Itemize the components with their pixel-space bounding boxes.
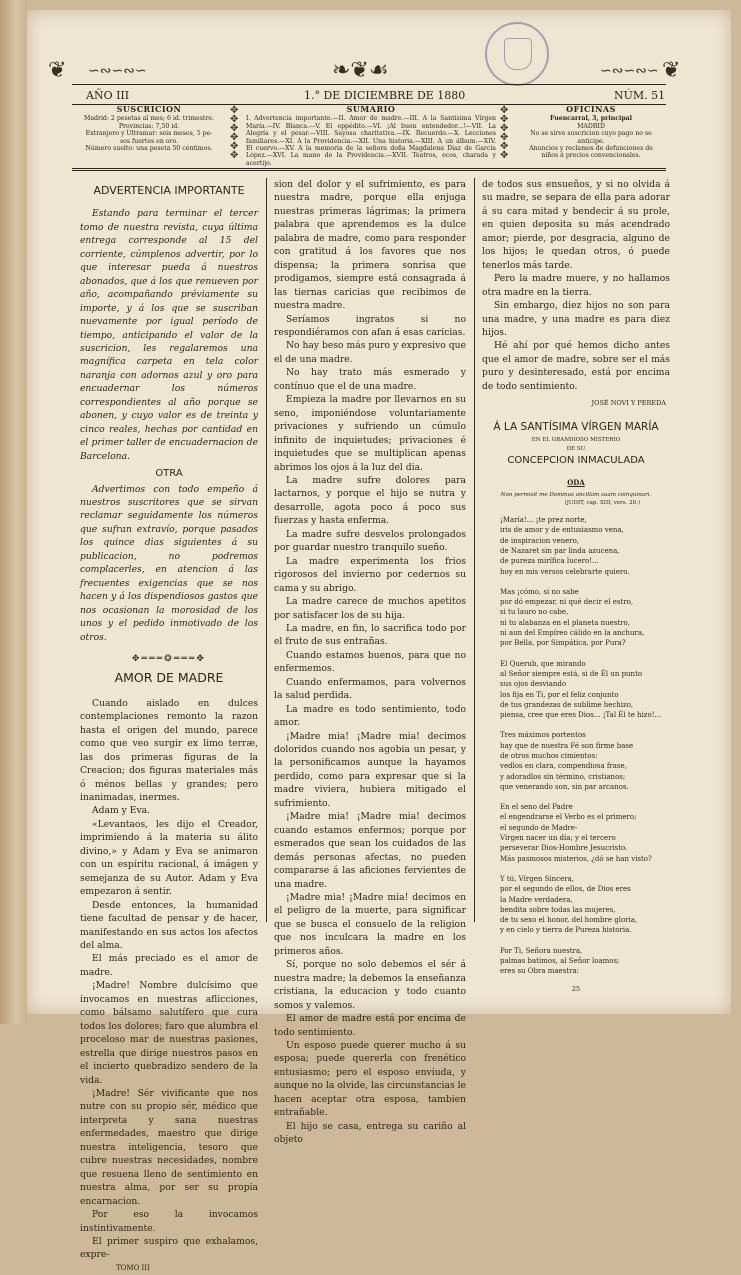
paragraph: Cuando enfermamos, para volvernos la salud perdida.	[274, 676, 466, 702]
amor-de-madre-heading: AMOR DE MADRE	[114, 670, 224, 686]
paragraph: La madre, en fin, lo sacrifica todo por el fruto de sus entrañas.	[274, 622, 466, 648]
sumario-title: SUMARIO	[346, 104, 396, 114]
stanza: Y tú, Vírgen Sincera, por el segundo de ellos, de Dios eres la Madre verdadera, bendita sobre todas las mujeres, de tu sexo el honor, del hombre gloria, y en cielo y tierra de Pureza historia.	[500, 874, 638, 935]
center-flourish-icon: ❧❦☙	[332, 58, 389, 83]
oficinas-line: Anuncios y reclamos de defunciones de	[529, 145, 653, 153]
corner-flourish-right-icon: ❦	[662, 58, 681, 83]
poem-title: Á LA SANTÍSIMA VÍRGEN MARÍA	[493, 420, 659, 433]
paragraph: La madre sufre desvelos prolongados por guardar nuestro tranquilo sueño.	[274, 528, 466, 554]
paragraph: Por eso la invocamos instintivamente.	[80, 1209, 258, 1234]
paragraph: El hijo se casa, entrega su cariño al objeto	[274, 1120, 466, 1146]
paragraph: Sin embargo, diez hijos no son para una madre, y una madre es para diez hijos.	[482, 300, 670, 338]
paragraph: La madre es todo sentimiento, todo amor.	[274, 703, 466, 729]
oficinas-line: No se sirve suscricion cuyo pago no se anticipe.	[530, 130, 652, 145]
paragraph: ¡Madre! Sér vivificante que nos nutre con su propio sér, médico que interpreta y sana nuestras enfermedades, maestro que dirige nuestra inteligencia, tesoro que cubre nuestras necesidades, nombre que resuena lleno de sentimiento en nuestra alma, por ser su propia encarnacion.	[80, 1088, 258, 1207]
vine-ornament-left-icon: ∽∾∽∾∽	[88, 63, 147, 79]
suscricion-line: Extranjero y Ultramar: seis meses, 5 pe-	[85, 130, 213, 138]
paragraph: Hé ahí por qué hemos dicho antes que el amor de madre, sobre ser el más puro y desinteresado, está por encima de todo sentimiento.	[482, 340, 670, 392]
header-double-rule	[72, 168, 666, 171]
poem-subtitle: DE SU	[566, 446, 586, 453]
paragraph: El amor de madre está por encima de todo sentimiento.	[274, 1013, 466, 1038]
masthead-date: 1.° DE DICIEMBRE DE 1880	[304, 89, 466, 102]
stanza: Tres máximos portentos hay que de nuestra Fé son firme base de otros muchos cimientos: vedlos en clara, compendiosa frase, y adoradlos sin término, cristianos; que venerando son, sin par arcanos.	[500, 731, 634, 791]
paragraph: Cuando estamos buenos, para que no enfermemos.	[274, 649, 466, 675]
sumario-box	[246, 104, 496, 167]
paragraph: El primer suspiro que exhalamos, expre-	[80, 1235, 258, 1261]
stanza: En el seno del Padre el engendrarse el Verbo es el primero; el segundo de Madre- Vírgen nacer un día; y el tercero perseverar Dios-Hombre Jesucristo. Más pasmosos misterios, ¿dó se han visto?	[500, 803, 652, 863]
paragraph: Pero la madre muere, y no hallamos otra madre en la tierra.	[482, 273, 670, 298]
section-divider-icon: ✥═══❂═══✥	[131, 652, 207, 664]
author-signature: JOSÉ NOVI Y PEREDA	[591, 399, 666, 408]
paragraph: Sí, porque no solo debemos el sér á nuestra madre; la debemos la enseñanza cristiana, la educacion y todo cuanto somos y valemos.	[274, 959, 466, 1011]
paragraph: Desde entonces, la humanidad tiene facultad de pensar y de hacer, manifestando en sus actos los afectos del alma.	[80, 899, 258, 952]
masthead-year: AÑO III	[86, 89, 130, 102]
paragraph: Adam y Eva.	[92, 805, 151, 817]
paragraph: Cuando aislado en dulces contemplaciones remonto la razon hasta el origen del mundo, parece como que veo surgir ex limo terræ, las dos primeras figuras de la Creacion; dos figuras materiales más ó ménos bellas y grandes; pero inanimadas, inermes.	[80, 697, 258, 804]
paragraph: No hay beso más puro y expresivo que el de una madre.	[274, 340, 466, 365]
suscricion-title: SUSCRICION	[116, 104, 182, 114]
tomo-footer: TOMO III	[116, 1263, 150, 1272]
epigraph-reference: (JUDIT, cap. XIII, vers. 20.)	[564, 500, 640, 507]
suscricion-line: Provincias: 7,50 id.	[118, 122, 180, 130]
paragraph: ¡Madre mia! ¡Madre mia! decimos en el peligro de la muerte, para significar que se busca el consuelo de la religion que nos inculcara la madre en los primeros años.	[274, 892, 466, 957]
oficinas-box	[516, 104, 666, 164]
paragraph: sion del dolor y el sufrimiento, es para nuestra madre, porque ella enjuga nuestras primeras lágrimas; la primera palabra que aprendemos es la dulce palabra de madre, como para responder con gratitud á los favores que nos dispensa; la primera sonrisa que prodigamos, siempre está consagrada á las tiernas caricias que recibimos de nuestra madre.	[274, 179, 466, 312]
paragraph: La madre sufre dolores para lactarnos, y porque el hijo se nutra y desarrolle, agota poco á poco sus fuerzas y hasta enferma.	[274, 474, 466, 527]
paragraph: El más preciado es el amor de madre.	[80, 953, 258, 978]
epigraph: Non permisit me Dominus ancillam suam coinquinari.	[500, 492, 652, 499]
column-1	[80, 178, 258, 1275]
suscricion-line: sos fuertes en oro.	[119, 137, 179, 145]
otra-body	[80, 483, 258, 644]
corner-flourish-left-icon: ❦	[48, 58, 67, 83]
chain-ornament-icon: ✥ ✥ ✥ ✥ ✥ ✥	[230, 105, 239, 161]
advertencia-heading: ADVERTENCIA IMPORTANTE	[93, 184, 245, 197]
stanza: Por Ti, Señora nuestra, palmas batimos, al Señor loamos; eres su Obra maestra:	[500, 946, 620, 976]
stanza: ¡María!... ¡te prez norte, iris de amor y de entusiasmo vena, de inspiracion venero, de Nazaret sin par linda azucena, de pureza mirífica lucero!... hoy en mis versos celebrarte quiero.	[500, 516, 630, 576]
suscricion-box	[74, 104, 224, 164]
masthead-number: NÚM. 51	[614, 89, 666, 102]
paragraph: La madre experimenta los frios rigorosos del invierno por cedernos su cama y su abrigo.	[274, 555, 466, 594]
column-rule	[266, 178, 267, 922]
chain-ornament-icon: ✥ ✥ ✥ ✥ ✥ ✥	[500, 105, 509, 161]
oda-heading: ODA	[567, 477, 585, 487]
otra-heading: OTRA	[155, 468, 183, 480]
column-2	[274, 178, 466, 1147]
column-3	[482, 178, 670, 996]
paragraph: La madre carece de muchos apetitos por satisfacer los de su hija.	[274, 596, 466, 621]
page-number: 25	[571, 984, 581, 993]
stanza: Mas ¡cómo, si no sabe por dó empezar, ni qué decir el estro, si tu lauro no cabe, ni tu alabanza en el planeta nuestro, ni aun del Empíreo cálido en la anchura, por Bella, por Simpática, por Pura?	[500, 587, 645, 648]
poem-title-concepcion: CONCEPCION INMACULADA	[507, 455, 645, 467]
paragraph: de todos sus ensueños, y si no olvida á su madre, se separa de ella para adorar á su cara mitad y bendecir á su prole, en quien deposita su más acendrado amor; pierde, por desgracia, alguno de los hijos; le quedan otros, ó puede tenerlos más tarde.	[482, 179, 670, 271]
stanza: El Querub, que mirando al Señor siempre está, si de Él un punto sus ojos desviando los fija en Ti, por el feliz conjunto de tus grandezas de sublime hechizo, piensa, cree que eres Dios... ¡Tal Él te hizo!...	[500, 659, 662, 720]
paragraph: Estando para terminar el tercer tomo de nuestra revista, cuya última entrega corresponde al 15 del corriente, cúmplenos advertir, por lo que interesar pueda á nuestros abonados, que á los que renueven por año, acompañando préviamente su importe, y á los que se suscriban nuevamente por igual período de tiempo, anticipando el valor de la suscricion, les regalaremos una magnífica carpeta en tela color naranja con adornos azul y oro para encuadernar los números correspondientes al año porque se abonen, y cuyo valor es de treinta y cinco reales, hechas por cantidad en el primer taller de encuadernacion de Barcelona.	[80, 208, 258, 462]
poem	[500, 515, 670, 977]
paragraph: ¡Madre mia! ¡Madre mia! decimos doloridos cuando nos agobia un pesar, y la personificamos aunque la hayamos perdido, como para expresar que si la madre viviera, hubiera mitigado el sufrimiento.	[274, 730, 466, 809]
paragraph: «Levantaos, les dijo el Creador, imprimiendo á la materia su álito divino,» y Adam y Eva se animaron con un espíritu racional, á imágen y semejanza de su Autor. Adam y Eva empezaron á sentir.	[80, 818, 258, 898]
page-binding	[0, 0, 27, 1024]
paragraph: Seríamos ingratos si no respondiéramos con afan á esas caricias.	[274, 313, 466, 338]
suscricion-line: Madrid: 2 pesetas al mes; 6 id. trimestre.	[84, 115, 214, 123]
oficinas-title: OFICINAS	[566, 104, 616, 114]
paragraph: Un esposo puede querer mucho á su esposa; puede quererla con frenético entusiasmo; pero el esposo enviuda, y aunque no la olvide, las circunstancias le hacen aceptar otra esposa, tambien entrañable.	[274, 1040, 466, 1119]
oficinas-address: Fuencarral, 3, principal	[549, 115, 633, 123]
paragraph: No hay trato más esmerado y contínuo que el de una madre.	[274, 367, 466, 392]
vine-ornament-right-icon: ∽∾∽∾∽	[600, 63, 659, 79]
library-stamp	[485, 22, 549, 86]
sumario-text: I. Advertencia importante.—II. Amor de madre.—III. A la Santísima Vírgen María.—IV. Blanca.—V. El eppédito.—VI. ¡Al buen entendedor...!—VII. La Alegría y el pesar.—VIII. Sayosa charitativa.—IX. Recuerdo.—X. Lecciones familiares.—XI. A la Providencia.—XII. Una historia.—XIII. A un álbum.—XIV. El cuervo.—XV. A la memoria de la señora doña Magdalena Diaz de García López.—XVI. La mano de la Providencia.—XVII. Teatros, ecos, charada y acertijo.	[246, 115, 496, 167]
poem-subtitle: EN EL GRANDIOSO MISTERIO	[531, 437, 621, 444]
oficinas-line: niños á precios convencionales.	[541, 152, 641, 160]
paragraph: Empieza la madre por llevarnos en su seno, imponiéndose voluntariamente privaciones y sufriendo un cúmulo infinito de inquietudes; privaciones é inquietudes que se multiplican apenas abrimos los ojos á la luz del dia.	[274, 394, 466, 473]
suscricion-line: Número suelto: una peseta 50 céntimos.	[85, 145, 213, 153]
paragraph: ¡Madre! Nombre dulcísimo que invocamos en nuestras aflicciones, como bálsamo salutífero que cura todos los dolores; faro que alumbra el proceloso mar de nuestras pasiones, estrella que dirige nuestros pasos en el incierto quebradizo sendero de la vida.	[80, 980, 258, 1086]
paragraph: ¡Madre mia! ¡Madre mia! decimos cuando estamos enfermos; porque por esmerados que sean los cuidados de las demás personas afectas, no pueden compararse á las aficiones fervientes de una madre.	[274, 811, 466, 890]
oficinas-city: MADRID	[577, 122, 605, 130]
paragraph: Advertimos con todo empeño á nuestros suscritores que se sirvan reclamar seguidamente los números que sufran extravío, porque pasados los quince dias siguientes á su publicacion, no podremos complacerles, en atencion á las frecuentes exigencias que se nos hacen y á los dispendiosos gastos que nos ocasionan la morosidad de los unos y el pedido inmotivado de los otros.	[80, 483, 258, 643]
column-rule	[474, 178, 475, 922]
masthead-top-rule	[72, 84, 666, 85]
masthead	[72, 88, 666, 104]
advertencia-body	[80, 207, 258, 463]
